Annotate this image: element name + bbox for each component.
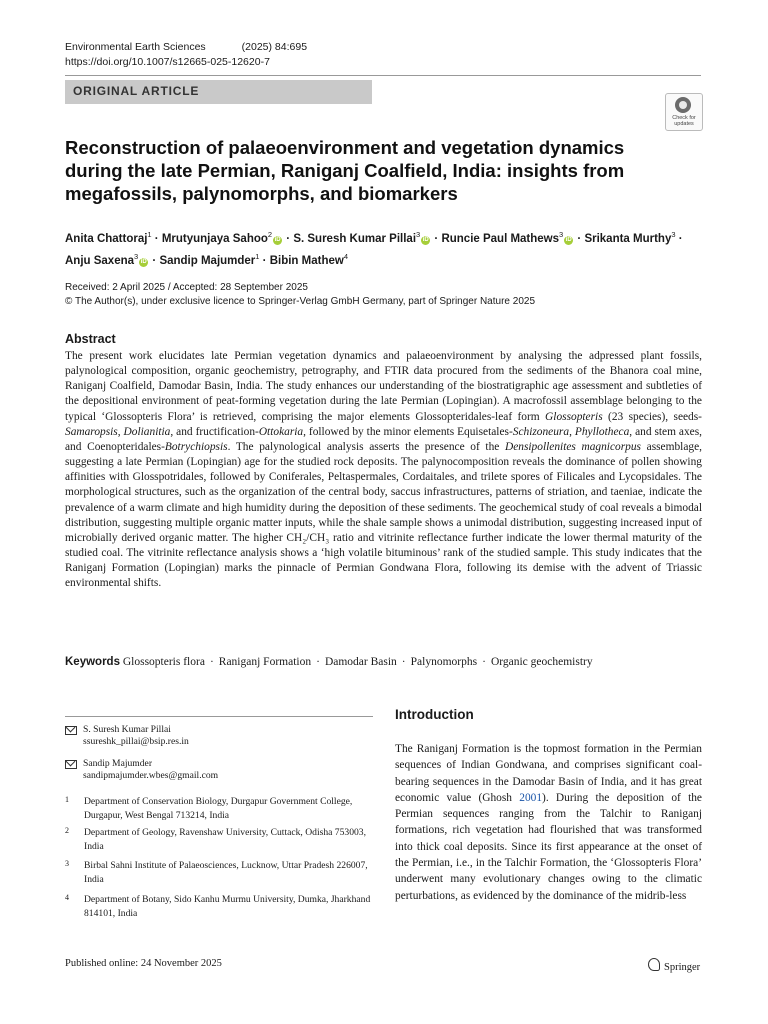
received-accepted: Received: 2 April 2025 / Accepted: 28 September 2025 <box>65 282 308 293</box>
author <box>441 230 574 245</box>
keywords-heading: Keywords <box>65 656 120 668</box>
crossmark-icon <box>675 97 691 113</box>
author-affiliation: 4 <box>343 251 348 261</box>
keywords <box>65 656 705 668</box>
author-name: S. Suresh Kumar Pillai <box>293 232 417 245</box>
introduction-heading: Introduction <box>395 707 474 722</box>
publisher-name: Springer <box>664 962 701 973</box>
author <box>293 230 431 245</box>
keyword: Raniganj Formation <box>218 656 312 668</box>
article-title: Reconstruction of palaeoenvironment and vegetation dynamics during the late Permian, Raniganj Coalfield, India: insights from megafossils, palynomorphs, and biomarkers <box>65 137 625 204</box>
crossmark-badge[interactable] <box>665 93 703 131</box>
affiliation-number: 4 <box>65 893 69 902</box>
keyword: Glossopteris flora <box>122 656 205 668</box>
author-affiliation: 1 <box>255 251 260 261</box>
author <box>584 230 676 245</box>
author-list: Anita Chattoraj$^1$ · Mrutyunjaya Sahoo$^2$iD · S. Suresh Kumar Pillai$^3$iD · Runcie Paul Mathews$^3$iD · Srikanta Murthy$^3$ · Anju Saxena$^3$iD · Sandip Majumder$^1$ · Bibin Mathew$^4$ <box>65 230 683 267</box>
citation-link[interactable]: 2001 <box>519 791 543 804</box>
affiliation-text: Department of Conservation Biology, Durgapur Government College, Durgapur, West Bengal 713214, India <box>84 796 353 821</box>
author-affiliation: 3 <box>671 230 676 239</box>
contact-name: S. Suresh Kumar Pillai <box>83 724 171 735</box>
keyword: Organic geochemistry <box>490 656 593 668</box>
article-type-label: ORIGINAL ARTICLE <box>73 84 200 98</box>
contact-email[interactable]: sandipmajumder.wbes@gmail.com <box>83 770 219 781</box>
contact-email[interactable]: ssureshk_pillai@bsip.res.in <box>83 736 189 747</box>
published-date: Published online: 24 November 2025 <box>65 958 222 969</box>
orcid-icon[interactable]: iD <box>140 258 147 265</box>
keyword: Damodar Basin <box>324 656 397 668</box>
abstract-body: The present work elucidates late Permian vegetation dynamics and palaeoenvironment by analysing the adpressed plant fossils, palynological composition, organic geochemistry, petrography, and FTIR data procured from the sediments of the Bhanora coal mine, Raniganj Coalfield, Damodar Basin, India. The study enhances our understanding of the biostratigraphic age assessment and subtleties of the depositional environment of peat-forming vegetation during the late Permian (Lopingian). A macrofossil assemblage belonging to the typical ‘Glossopteris Flora’ is retrieved, comprising the major elements Glossopteridales-leaf form Glossopteris (23 species), seeds-Samaropsis, Dolianitia, and fructification-Ottokaria, followed by the minor elements Equisetales-Schizoneura, Phyllotheca, and stem axes, and Coenopteridales-Botrychiopsis. The palynological analysis asserts the presence of the Densipollenites magnicorpus assemblage, suggesting a late Permian (Lopingian) age for the studied rock deposits. The palynocomposition reveals the dominance of pollen showing affinities with Glosspotridales, followed by Coniferales, Peltaspermales, Cordaitales, and trilete spores of Filicales and Lycopsidales. The morphological structures, such as the organization of the central body, saccus infrastructures, patterns of striation, and taeniae, indicate the prevalence of a warm climate and high humidity during the deposition of these sediments. The geochemical study of coal reveals a bimodal distribution, suggesting multiple organic matter inputs, while the shale sample shows a unimodal distribution, suggesting increased input of microbially derived organic matter. The higher CH₂/CH₃ ratio and vitrinite reflectance further indicate the lower thermal maturity of the studied coal. The vitrinite reflectance analysis shows a ‘high volatile bituminous’ rank of the studied sample. This study indicates that the Raniganj Formation (Lopingian) marks the pinnacle of Permian Gondwana Flora, following its demise with the advent of Triassic environmental shifts. <box>65 350 702 590</box>
author <box>65 251 149 267</box>
author-affiliation: 1 <box>147 230 152 239</box>
orcid-icon[interactable]: iD <box>274 236 281 243</box>
author-affiliation: 3 <box>559 230 564 239</box>
author <box>159 251 260 267</box>
author-name: Srikanta Murthy <box>584 232 672 245</box>
author-affiliation: 3 <box>134 251 139 261</box>
affiliation-text: Department of Geology, Ravenshaw University, Cuttack, Odisha 753003, India <box>84 827 366 852</box>
orcid-icon[interactable]: iD <box>565 236 572 243</box>
copyright: © The Author(s), under exclusive licence to Springer-Verlag GmbH Germany, part of Springer Nature 2025 <box>65 296 535 307</box>
abstract-heading: Abstract <box>65 332 116 346</box>
doi-link[interactable]: https://doi.org/10.1007/s12665-025-12620-7 <box>65 56 270 68</box>
journal-volume: (2025) 84:695 <box>241 41 308 53</box>
keyword-list: Glossopteris flora · Raniganj Formation · Damodar Basin · Palynomorphs · Organic geochemistry <box>122 656 593 668</box>
author-name: Runcie Paul Mathews <box>441 232 560 245</box>
author-name: Anita Chattoraj <box>65 232 148 245</box>
author-name: Sandip Majumder <box>159 254 256 267</box>
article-dates <box>65 281 535 309</box>
introduction-body: The Raniganj Formation is the topmost formation in the Permian sequences of Indian Gondwana, and comprises significant coal-bearing sequences in the Damodar Basin of India, and it has great economic value (Ghosh 2001). During the deposition of the Permian sequences ranging from the Talchir to Raniganj formations, rich vegetation had flourished that was transformed into thick coal deposits. Since its first appearance at the onset of the Permian, i.e., in the Talchir Formation, the ‘Glossopteris Flora’ underwent many evolutionary changes owing to the climatic perturbations, as evidenced by the dominance of the midrib-less <box>395 743 702 902</box>
orcid-icon[interactable]: iD <box>422 236 429 243</box>
author-affiliation: 3 <box>416 230 421 239</box>
envelope-icon <box>65 726 77 735</box>
article-type-banner <box>65 80 372 104</box>
footnote-rule <box>65 716 373 717</box>
crossmark-label: Check for updates <box>672 115 696 127</box>
journal-line <box>65 41 307 53</box>
keyword: Palynomorphs <box>410 656 478 668</box>
author-name: Bibin Mathew <box>269 254 344 267</box>
publisher-logo <box>648 958 700 973</box>
envelope-icon <box>65 760 77 769</box>
springer-horse-icon <box>648 958 660 971</box>
journal-name: Environmental Earth Sciences <box>65 41 206 53</box>
affiliation-number: 3 <box>65 859 69 868</box>
header-rule <box>65 75 701 76</box>
affiliation-number: 2 <box>65 826 69 835</box>
author <box>65 230 152 245</box>
affiliation-number: 1 <box>65 795 69 804</box>
author <box>161 230 283 245</box>
author-name: Mrutyunjaya Sahoo <box>161 232 268 245</box>
author <box>269 251 348 267</box>
contact-name: Sandip Majumder <box>83 758 153 769</box>
author-affiliation: 2 <box>267 230 273 239</box>
affiliation-text: Birbal Sahni Institute of Palaeosciences, Lucknow, Uttar Pradesh 226007, India <box>84 860 368 885</box>
affiliation-text: Department of Botany, Sido Kanhu Murmu University, Dumka, Jharkhand 814101, India <box>84 894 371 919</box>
author-name: Anju Saxena <box>65 254 135 267</box>
